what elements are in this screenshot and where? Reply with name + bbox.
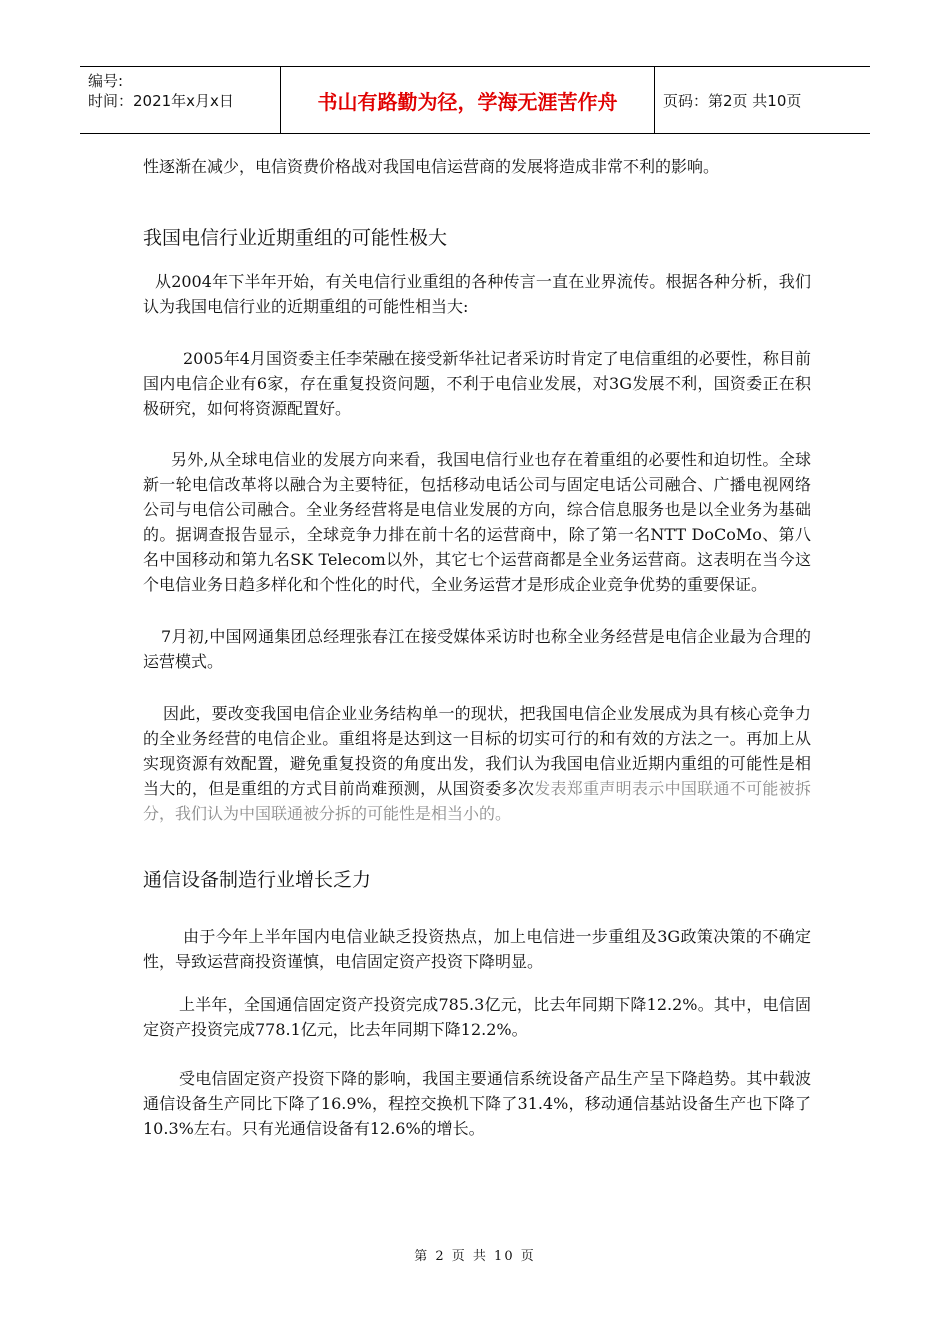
- document-body: [143, 154, 811, 1141]
- conclusion-text-faded: 发表郑重声明表示中国联通不可能被拆分，我们认为中国联通被分拆的可能性是相当小的。: [143, 779, 811, 823]
- section-heading-restructuring: 我国电信行业近期重组的可能性极大: [143, 227, 448, 249]
- page-header: [80, 66, 870, 134]
- paragraph-h1-investment: 上半年，全国通信固定资产投资完成785.3亿元，比去年同期下降12.2%。其中，电信固定资产投资完成778.1亿元，比去年同期下降12.2%。: [143, 995, 811, 1039]
- paragraph-investment-decline: 由于今年上半年国内电信业缺乏投资热点，加上电信进一步重组及3G政策决策的不确定性，导致运营商投资谨慎，电信固定资产投资下降明显。: [143, 927, 811, 971]
- paragraph-global-trend: 另外,从全球电信业的发展方向来看，我国电信行业也存在着重组的必要性和迫切性。全球新一轮电信改革将以融合为主要特征，包括移动电话公司与固定电话公司融合、广播电视网络公司与电信公司融合。全业务经营将是电信业发展的方向，综合信息服务也是以全业务为基础的。据调查报告显示，全球竞争力排在前十名的运营商中，除了第一名NTT DoCoMo、第八名中国移动和第九名SK Telecom以外，其它七个运营商都是全业务运营商。这表明在当今这个电信业务日趋多样化和个性化的时代，全业务运营才是形成企业竞争优势的重要保证。: [143, 450, 811, 594]
- paragraph-equipment-output: 受电信固定资产投资下降的影响，我国主要通信系统设备产品生产呈下降趋势。其中载波通信设备生产同比下降了16.9%，程控交换机下降了31.4%，移动通信基站设备生产也下降了10.3%左右。只有光通信设备有12.6%的增长。: [143, 1069, 811, 1138]
- header-page-label: 页码：第2页 共10页: [663, 91, 802, 110]
- time-label: 时间：2021年x月x日: [88, 92, 234, 110]
- paragraph-continued: 性逐渐在减少，电信资费价格战对我国电信运营商的发展将造成非常不利的影响。: [143, 157, 720, 176]
- header-meta: [80, 67, 281, 133]
- serial-label: 编号:: [88, 72, 124, 90]
- paragraph-sasac-2005: 2005年4月国资委主任李荣融在接受新华社记者采访时肯定了电信重组的必要性，称目前国内电信企业有6家，存在重复投资问题，不利于电信业发展，对3G发展不利，国资委正在积极研究，如何将资源配置好。: [143, 349, 811, 418]
- paragraph-conclusion: [143, 701, 811, 826]
- conclusion-text: 因此，要改变我国电信企业业务结构单一的现状，把我国电信企业发展成为具有核心竞争力的全业务经营的电信企业。重组将是达到这一目标的切实可行的和有效的方法之一。再加上从实现资源有效配置，避免重复投资的角度出发，我们认为我国电信业近期内重组的可能性是相当大的，但是重组的方式目前尚难预测，从国资委多次: [143, 704, 811, 798]
- header-motto: 书山有路勤为径，学海无涯苦作舟: [281, 67, 655, 133]
- section-heading-equipment: 通信设备制造行业增长乏力: [143, 869, 372, 891]
- page-footer: 第 2 页 共 10 页: [414, 1249, 536, 1264]
- paragraph-restructuring-intro: 从2004年下半年开始，有关电信行业重组的各种传言一直在业界流传。根据各种分析，我们认为我国电信行业的近期重组的可能性相当大:: [143, 272, 811, 316]
- paragraph-cnc-july: 7月初,中国网通集团总经理张春江在接受媒体采访时也称全业务经营是电信企业最为合理的运营模式。: [143, 627, 811, 671]
